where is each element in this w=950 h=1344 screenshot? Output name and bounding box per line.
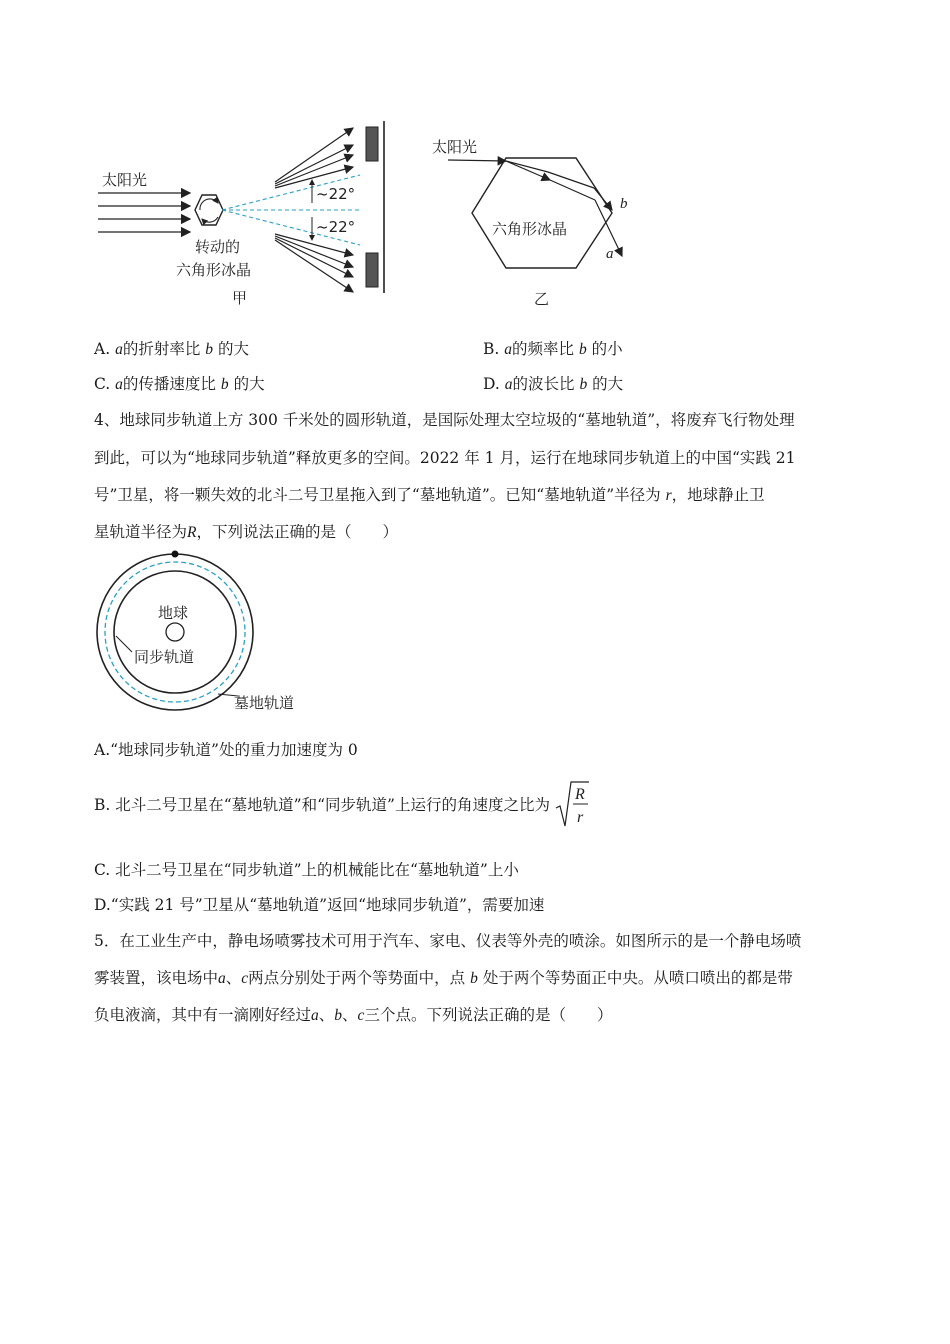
angle-label-lower: ~22° — [316, 218, 356, 236]
q4-option-c[interactable]: C. 北斗二号卫星在“同步轨道”上的机械能比在“墓地轨道”上小 — [94, 861, 519, 879]
dashed-orbit-circle — [105, 562, 245, 702]
var-a: a — [504, 376, 513, 393]
stem-text: ，下列说法正确的是（ ） — [196, 523, 398, 541]
var-b: b — [205, 341, 214, 358]
option-text: 的传播速度比 — [122, 375, 216, 393]
var-b: b — [220, 376, 229, 393]
stem-text: 处于两个等势面正中央。从喷口喷出的都是带 — [482, 969, 793, 987]
var-r: r — [665, 487, 672, 504]
q3-option-a[interactable] — [94, 337, 249, 359]
q4-stem-line2: 到此，可以为“地球同步轨道”释放更多的空间。2022 年 1 月，运行在地球同步轨道上的中国“实践 21 — [94, 449, 796, 467]
option-text: 的大 — [217, 340, 249, 358]
separator: 、 — [318, 1006, 335, 1024]
q5-stem-line2 — [94, 966, 793, 988]
q4-option-d[interactable]: D.“实践 21 号”卫星从“墓地轨道”返回“地球同步轨道”，需要加速 — [94, 896, 545, 914]
q4-stem-line1: 4、地球同步轨道上方 300 千米处的圆形轨道，是国际处理太空垃圾的“墓地轨道”，将废弃飞行物处理 — [94, 411, 795, 429]
figure-caption-jia: 甲 — [232, 289, 248, 307]
var-a: a — [311, 1007, 319, 1024]
option-prefix: C. — [94, 375, 111, 393]
var-b: b — [579, 376, 588, 393]
sync-orbit-label: 同步轨道 — [134, 648, 195, 666]
option-prefix: A. — [94, 340, 111, 358]
incoming-rays — [98, 193, 190, 232]
q3-option-d[interactable] — [483, 372, 623, 394]
ray-b — [594, 188, 612, 210]
option-text: 的频率比 — [512, 340, 575, 358]
separator: 、 — [225, 969, 242, 987]
var-a: a — [115, 341, 123, 358]
q4-option-b[interactable] — [94, 780, 589, 824]
option-text: B. 北斗二号卫星在“墓地轨道”和“同步轨道”上运行的角速度之比为 — [94, 796, 550, 814]
option-text: 的大 — [592, 375, 624, 393]
hexagon-crystal-yi — [472, 158, 612, 268]
fraction-numerator: R — [574, 786, 585, 803]
stem-text: ，地球静止卫 — [671, 486, 765, 504]
sync-orbit-circle — [114, 571, 236, 693]
var-a: a — [218, 970, 226, 987]
q4-stem-line4 — [94, 520, 398, 542]
option-text: 的波长比 — [512, 375, 575, 393]
q3-option-c[interactable] — [94, 372, 265, 394]
option-text: 的小 — [591, 340, 623, 358]
refracted-rays-lower — [275, 234, 353, 292]
ray-a-label: a — [606, 246, 614, 262]
var-b: b — [578, 341, 587, 358]
sunlight-label-yi: 太阳光 — [432, 138, 478, 156]
stem-text: 号”卫星，将一颗失效的北斗二号卫星拖入到了“墓地轨道”。已知“墓地轨道”半径为 — [94, 486, 661, 504]
sqrt-fraction — [555, 780, 589, 828]
angle-label-upper: ~22° — [316, 185, 356, 203]
graveyard-orbit-label: 墓地轨道 — [234, 694, 295, 712]
orbit-figure — [92, 548, 322, 718]
ray-b-label: b — [620, 196, 628, 212]
screen-block-top — [366, 127, 378, 161]
graveyard-orbit-circle — [97, 554, 253, 710]
satellite-dot — [172, 551, 179, 558]
rotating-label-line2: 六角形冰晶 — [176, 261, 252, 279]
stem-text: 雾装置，该电场中 — [94, 969, 219, 987]
q3-option-b[interactable] — [483, 337, 623, 359]
figure-caption-yi: 乙 — [534, 290, 550, 308]
sunlight-label-jia: 太阳光 — [102, 171, 148, 189]
refracted-rays-upper — [275, 128, 353, 188]
option-prefix: B. — [483, 340, 500, 358]
option-text: 的折射率比 — [122, 340, 201, 358]
q4-option-a[interactable]: A.“地球同步轨道”处的重力加速度为 0 — [94, 741, 358, 759]
var-c: c — [241, 970, 249, 987]
figure-yi — [430, 130, 650, 310]
crystal-label-yi: 六角形冰晶 — [492, 220, 568, 238]
var-R: R — [187, 524, 197, 541]
earth-label: 地球 — [158, 604, 189, 622]
var-c: c — [357, 1007, 365, 1024]
option-prefix: D. — [483, 375, 500, 393]
q5-stem-line3 — [94, 1003, 612, 1025]
earth-circle — [166, 623, 184, 641]
figure-jia — [90, 115, 420, 315]
separator: 、 — [342, 1006, 358, 1024]
var-b: b — [334, 1007, 343, 1024]
stem-text: 负电液滴，其中有一滴刚好经过 — [94, 1006, 312, 1024]
var-a: a — [504, 341, 513, 358]
screen-block-bottom — [366, 253, 378, 287]
var-b: b — [470, 970, 478, 987]
stem-text: 星轨道半径为 — [94, 523, 188, 541]
rotating-label-line1: 转动的 — [195, 238, 241, 256]
stem-text: 三个点。下列说法正确的是（ ） — [364, 1006, 613, 1024]
stem-text: 两点分别处于两个等势面中，点 — [248, 969, 466, 987]
q4-stem-line3 — [94, 483, 765, 505]
var-a: a — [115, 376, 123, 393]
option-text: 的大 — [233, 375, 265, 393]
fraction-denominator: r — [576, 809, 584, 826]
q5-stem-line1: 5．在工业生产中，静电场喷雾技术可用于汽车、家电、仪表等外壳的喷涂。如图所示的是一个静电场喷 — [94, 932, 802, 950]
